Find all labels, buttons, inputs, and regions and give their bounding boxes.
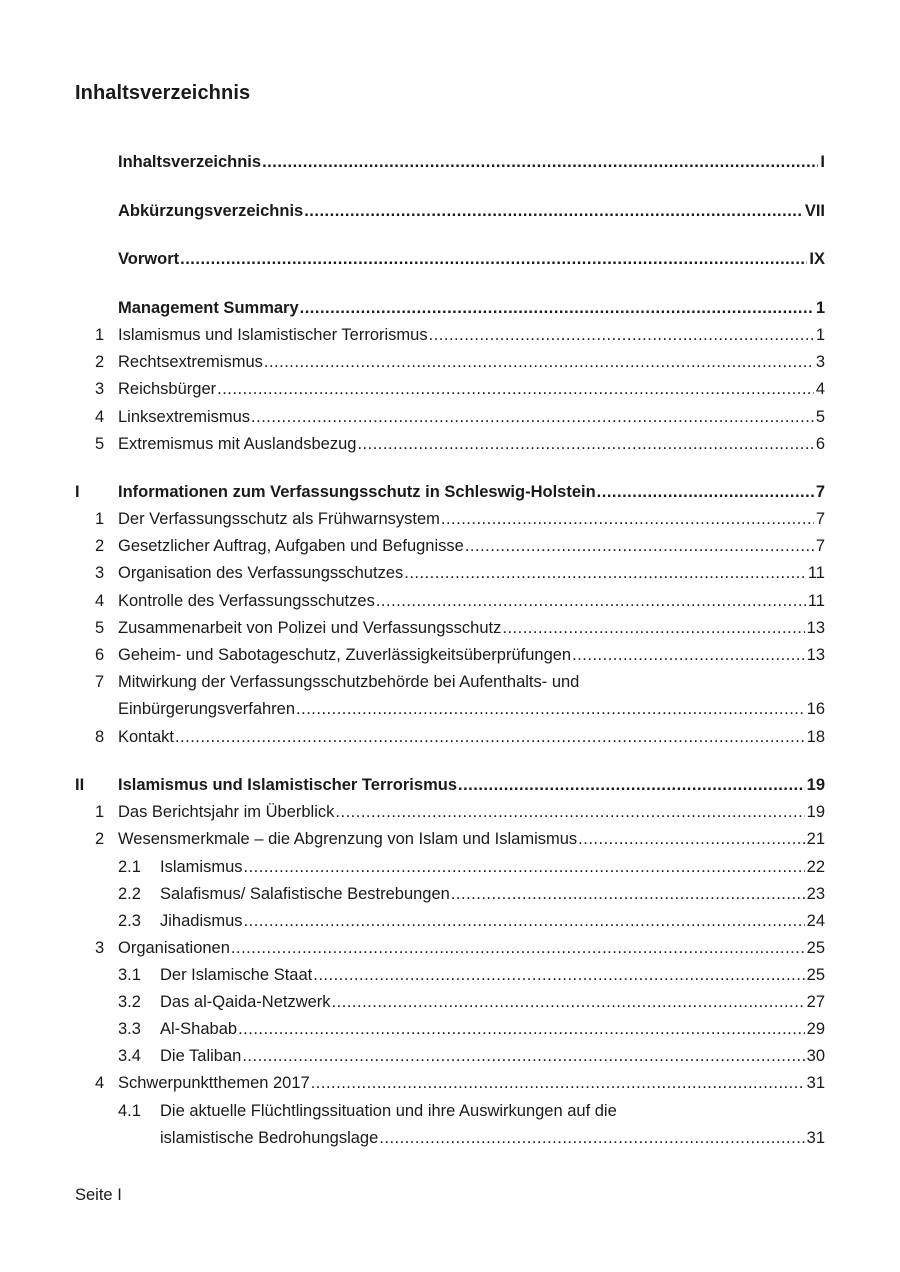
toc-entry-page: 7: [815, 483, 825, 501]
toc-entry-title: Der Islamische Staat: [160, 966, 313, 984]
dot-leader: [502, 616, 804, 640]
toc-entry-page: 3: [815, 353, 825, 371]
toc-entry-number: 3: [95, 939, 105, 957]
toc-entry-page: 4: [815, 380, 825, 398]
toc-entry-number: 3.4: [118, 1047, 141, 1065]
toc-entry-page: 11: [807, 592, 825, 610]
toc-entry-page: 25: [806, 966, 825, 984]
toc-entry-title: Schwerpunktthemen 2017: [118, 1074, 310, 1092]
dot-leader: [242, 1044, 804, 1068]
dot-leader: [465, 534, 814, 558]
toc-subentry[interactable]: [0, 963, 900, 987]
toc-entry-title: Geheim- und Sabotageschutz, Zuverlässigkeitsüberprüfungen: [118, 646, 572, 664]
dot-leader: [244, 909, 805, 933]
toc-entry[interactable]: [0, 507, 900, 531]
dot-leader: [313, 963, 804, 987]
dot-leader: [244, 855, 805, 879]
toc-entry-title: Das al-Qaida-Netzwerk: [160, 993, 331, 1011]
toc-chapter-number: I: [75, 483, 80, 501]
dot-leader: [451, 882, 805, 906]
toc-entry-number: 3: [95, 564, 105, 582]
toc-entry-number: 2.2: [118, 885, 141, 903]
toc-entry-vorwort[interactable]: [0, 247, 900, 271]
toc-entry-page: 31: [806, 1074, 825, 1092]
toc-entry-number: 2: [95, 537, 105, 555]
dot-leader: [311, 1071, 805, 1095]
toc-entry-title: Kontrolle des Verfassungsschutzes: [118, 592, 375, 610]
toc-entry-number: 1: [95, 326, 105, 344]
toc-entry-page: 19: [806, 776, 825, 794]
toc-entry-number: 2.3: [118, 912, 141, 930]
toc-entry[interactable]: [0, 936, 900, 960]
toc-entry-title: Wesensmerkmale – die Abgrenzung von Islam und Islamismus: [118, 830, 578, 848]
toc-entry[interactable]: [0, 1071, 900, 1095]
toc-entry-page: 21: [806, 830, 825, 848]
dot-leader: [441, 507, 814, 531]
toc-entry[interactable]: [0, 534, 900, 558]
toc-entry[interactable]: [0, 827, 900, 851]
dot-leader: [262, 150, 818, 174]
toc-entry-multiline-first[interactable]: [0, 670, 900, 694]
toc-entry-page: 24: [806, 912, 825, 930]
dot-leader: [379, 1126, 804, 1150]
toc-subentry[interactable]: [0, 909, 900, 933]
toc-entry-abkuerzungsverzeichnis[interactable]: [0, 199, 900, 223]
toc-entry[interactable]: [0, 405, 900, 429]
toc-entry-title: Gesetzlicher Auftrag, Aufgaben und Befugnisse: [118, 537, 464, 555]
toc-entry-page: 29: [806, 1020, 825, 1038]
toc-entry-title: Al-Shabab: [160, 1020, 238, 1038]
toc-entry[interactable]: [0, 350, 900, 374]
dot-leader: [572, 643, 805, 667]
dot-leader: [304, 199, 803, 223]
toc-entry-page: 1: [815, 326, 825, 344]
toc-entry-multiline-continuation[interactable]: [0, 697, 900, 721]
toc-entry-number: 7: [95, 673, 105, 691]
dot-leader: [357, 432, 813, 456]
toc-entry-title: Das Berichtsjahr im Überblick: [118, 803, 335, 821]
toc-subentry-multiline-first[interactable]: [0, 1099, 900, 1123]
toc-entry-title: Islamismus und Islamistischer Terrorismus: [118, 776, 457, 794]
dot-leader: [296, 697, 805, 721]
toc-entry-number: 5: [95, 619, 105, 637]
dot-leader: [458, 773, 805, 797]
toc-entry-page: 25: [806, 939, 825, 957]
toc-entry-page: VII: [804, 202, 825, 220]
toc-entry-page: 5: [815, 408, 825, 426]
toc-entry-number: 8: [95, 728, 105, 746]
dot-leader: [251, 405, 814, 429]
toc-entry-title: Die aktuelle Flüchtlingssituation und ihre Auswirkungen auf die: [160, 1102, 617, 1120]
toc-subentry[interactable]: [0, 1044, 900, 1068]
toc-entry-title: Salafismus/ Salafistische Bestrebungen: [160, 885, 450, 903]
dot-leader: [175, 725, 805, 749]
toc-entry-page: 11: [807, 564, 825, 582]
dot-leader: [264, 350, 814, 374]
toc-entry-number: 1: [95, 803, 105, 821]
toc-entry[interactable]: [0, 725, 900, 749]
toc-entry[interactable]: [0, 377, 900, 401]
toc-entry-inhaltsverzeichnis[interactable]: [0, 150, 900, 174]
toc-entry-number: 2.1: [118, 858, 141, 876]
toc-entry-page: 16: [806, 700, 825, 718]
toc-entry-title: Einbürgerungsverfahren: [118, 700, 296, 718]
toc-entry-title: Der Verfassungsschutz als Frühwarnsystem: [118, 510, 440, 528]
dot-leader: [429, 323, 814, 347]
toc-entry-title: Islamismus: [160, 858, 243, 876]
toc-entry-title: Management Summary: [118, 299, 299, 317]
toc-entry-number: 4: [95, 592, 105, 610]
toc-entry-page: 7: [815, 510, 825, 528]
toc-entry-page: 13: [806, 646, 825, 664]
dot-leader: [404, 561, 806, 585]
toc-entry-number: 3.1: [118, 966, 141, 984]
toc-entry-title: Organisation des Verfassungsschutzes: [118, 564, 404, 582]
toc-entry-title: Jihadismus: [160, 912, 243, 930]
toc-entry-page: 22: [806, 858, 825, 876]
toc-entry-title: Extremismus mit Auslandsbezug: [118, 435, 357, 453]
toc-subentry[interactable]: [0, 1017, 900, 1041]
toc-entry-number: 2: [95, 353, 105, 371]
toc-entry-title: Vorwort: [118, 250, 180, 268]
toc-entry-number: 5: [95, 435, 105, 453]
toc-entry-title: Inhaltsverzeichnis: [118, 153, 262, 171]
dot-leader: [231, 936, 805, 960]
page-title: Inhaltsverzeichnis: [75, 82, 251, 104]
toc-entry-number: 4.1: [118, 1102, 141, 1120]
toc-entry-title: Zusammenarbeit von Polizei und Verfassungsschutz: [118, 619, 502, 637]
toc-entry-page: 1: [815, 299, 825, 317]
dot-leader: [238, 1017, 805, 1041]
dot-leader: [376, 589, 806, 613]
dot-leader: [300, 296, 814, 320]
toc-entry-title: Kontakt: [118, 728, 174, 746]
toc-entry-title: Organisationen: [118, 939, 230, 957]
toc-entry-page: I: [820, 153, 825, 171]
toc-entry[interactable]: [0, 561, 900, 585]
toc-entry-page: 31: [806, 1129, 825, 1147]
dot-leader: [332, 990, 805, 1014]
toc-entry-title: Islamismus und Islamistischer Terrorismus: [118, 326, 428, 344]
toc-entry-title: Reichsbürger: [118, 380, 217, 398]
toc-entry-management-summary[interactable]: [0, 296, 900, 320]
toc-entry-number: 4: [95, 1074, 105, 1092]
toc-entry[interactable]: [0, 432, 900, 456]
toc-entry-page: 23: [806, 885, 825, 903]
toc-chapter-II[interactable]: [0, 773, 900, 797]
page-footer: Seite I: [75, 1186, 122, 1204]
toc-entry-number: 2: [95, 830, 105, 848]
toc-entry-title: Informationen zum Verfassungsschutz in Schleswig-Holstein: [118, 483, 596, 501]
toc-entry[interactable]: [0, 589, 900, 613]
toc-entry-number: 3.2: [118, 993, 141, 1011]
dot-leader: [578, 827, 804, 851]
dot-leader: [217, 377, 814, 401]
toc-entry-title: Rechtsextremismus: [118, 353, 263, 371]
toc-entry-page: 7: [815, 537, 825, 555]
toc-entry-page: 19: [806, 803, 825, 821]
toc-chapter-number: II: [75, 776, 85, 794]
toc-entry-title: Die Taliban: [160, 1047, 242, 1065]
toc-subentry[interactable]: [0, 882, 900, 906]
dot-leader: [597, 480, 814, 504]
toc-entry[interactable]: [0, 800, 900, 824]
toc-entry[interactable]: [0, 643, 900, 667]
toc-entry-title: Linksextremismus: [118, 408, 251, 426]
toc-entry-title: islamistische Bedrohungslage: [160, 1129, 379, 1147]
toc-subentry[interactable]: [0, 855, 900, 879]
toc-entry-page: IX: [809, 250, 825, 268]
dot-leader: [335, 800, 804, 824]
toc-subentry[interactable]: [0, 990, 900, 1014]
toc-entry-title: Abkürzungsverzeichnis: [118, 202, 304, 220]
toc-entry-number: 3.3: [118, 1020, 141, 1038]
toc-entry-number: 4: [95, 408, 105, 426]
toc-entry-number: 3: [95, 380, 105, 398]
toc-entry-title: Mitwirkung der Verfassungsschutzbehörde bei Aufenthalts- und: [118, 673, 580, 691]
toc-chapter-I[interactable]: [0, 480, 900, 504]
toc-entry-page: 6: [815, 435, 825, 453]
toc-entry-page: 30: [806, 1047, 825, 1065]
toc-entry-page: 13: [806, 619, 825, 637]
toc-entry[interactable]: [0, 616, 900, 640]
toc-entry-page: 18: [806, 728, 825, 746]
toc-entry-number: 6: [95, 646, 105, 664]
toc-entry-page: 27: [806, 993, 825, 1011]
toc-entry-number: 1: [95, 510, 105, 528]
dot-leader: [180, 247, 807, 271]
toc-entry[interactable]: [0, 323, 900, 347]
toc-subentry-multiline-continuation[interactable]: [0, 1126, 900, 1150]
